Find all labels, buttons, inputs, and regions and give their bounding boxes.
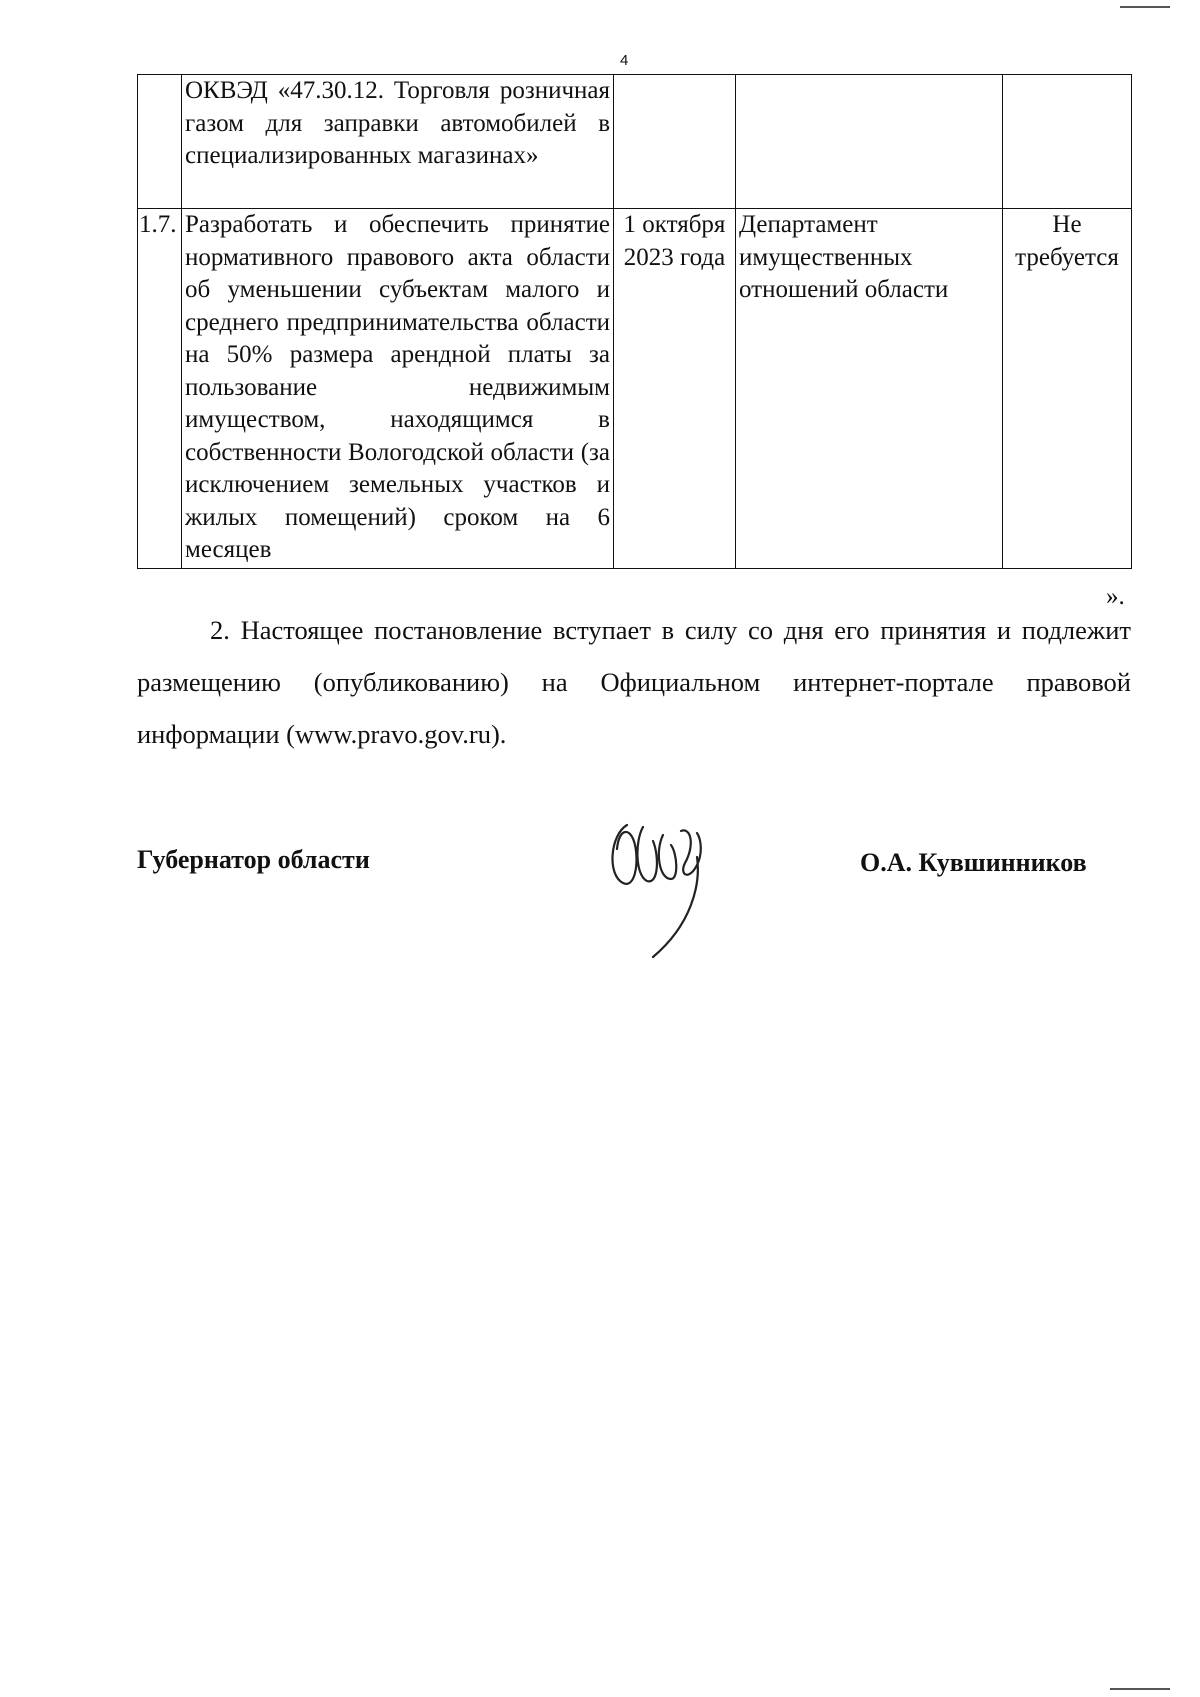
row-responsible [736, 75, 1003, 209]
scan-mark-top [1120, 6, 1170, 8]
page-number: 4 [620, 52, 629, 69]
row-funding [1003, 75, 1132, 209]
closing-quote: ». [1106, 583, 1125, 610]
row-deadline: 1 октября 2023 года [614, 209, 736, 569]
table-row [138, 209, 1132, 569]
row-number [138, 75, 182, 209]
handwritten-signature [605, 805, 745, 965]
row-deadline [614, 75, 736, 209]
table-row [138, 75, 1132, 209]
signatory-title: Губернатор области [137, 845, 370, 874]
row-action: Разработать и обеспечить принятие нормативного правового акта области об уменьшении субъектам малого и среднего предпринимательства области на 50% размера арендной платы за пользование недвижимым имуществом, находящимся в собственности Вологодской области (за исключением земельных участков и жилых помещений) сроком на 6 месяцев [182, 209, 614, 569]
measures-table [137, 74, 1132, 569]
row-number: 1.7. [138, 209, 182, 569]
row-responsible: Департамент имущественных отношений области [736, 209, 1003, 569]
row-action: ОКВЭД «47.30.12. Торговля розничная газом для заправки автомобилей в специализированных магазинах» [182, 75, 614, 209]
signatory-name: О.А. Кувшинников [860, 848, 1087, 877]
scan-mark-bottom [1110, 1688, 1170, 1690]
effective-date-paragraph: 2. Настоящее постановление вступает в силу со дня его принятия и подлежит размещению (опубликованию) на Официальном интернет-портале правовой информации (www.pravo.gov.ru). [137, 615, 1131, 749]
row-funding: Не требуется [1003, 209, 1132, 569]
